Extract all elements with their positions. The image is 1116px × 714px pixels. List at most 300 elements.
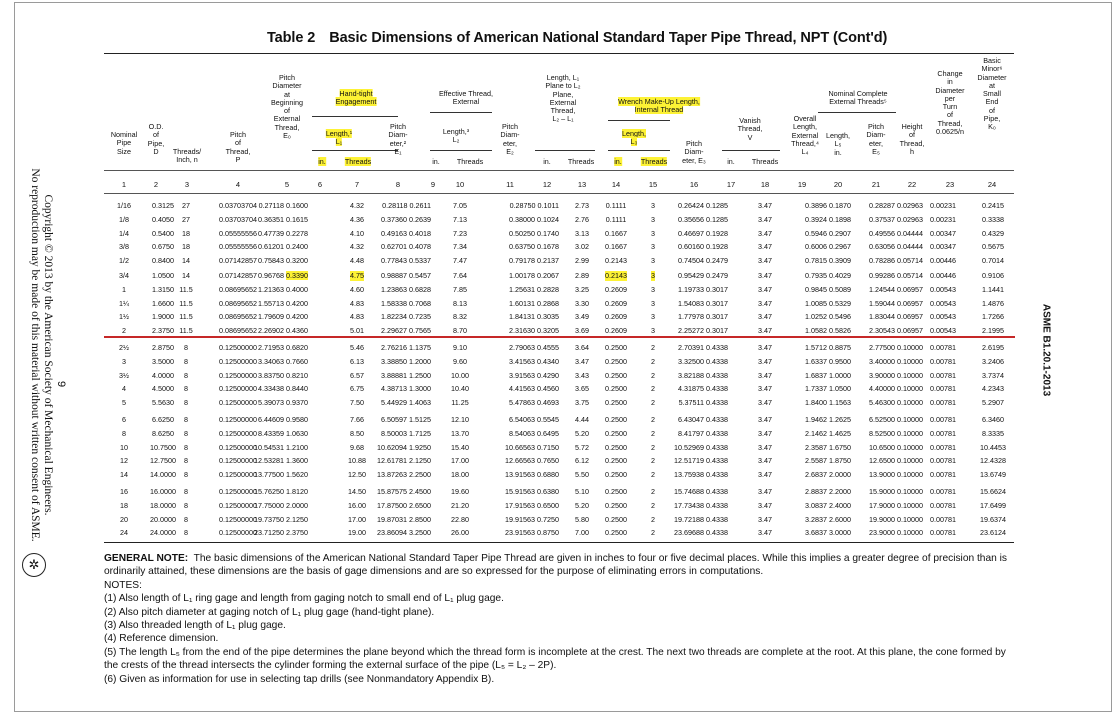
table-cell: 0.8400 (152, 256, 174, 266)
table-cell: 8 (184, 456, 188, 466)
table-cell: 0.79178 (509, 256, 536, 266)
table-cell: 3 (651, 298, 655, 308)
table-cell: 5.10 (575, 487, 589, 496)
handtight-length-rule (312, 150, 398, 151)
table-cell-pair (381, 343, 431, 353)
table-cell-pair (377, 456, 431, 466)
header-handtight-length (326, 130, 352, 147)
table-cell: 0.12500000 (219, 428, 257, 438)
table-cell: 8 (184, 470, 188, 480)
table-cell: 0.9500 (829, 356, 851, 366)
table-cell: 2.2500 (409, 470, 431, 480)
table-cell: 3.88881 (381, 370, 408, 380)
table-cell: 0.00781 (930, 343, 956, 352)
table-cell-pair (674, 501, 728, 511)
table-cell: 1.5620 (286, 470, 308, 480)
table-cell: 0.4338 (706, 428, 728, 438)
table-cell-pair (381, 415, 431, 425)
table-cell: 6.13 (350, 356, 364, 366)
table-cell: 1.77978 (678, 312, 705, 322)
table-cell: 7.66 (350, 415, 364, 424)
table-cell: 2.1462 (805, 428, 828, 438)
table-cell-pair (805, 429, 851, 439)
table-cell: 3 (651, 201, 655, 210)
table-cell: 1.2500 (409, 370, 431, 380)
nominal-size-cell: 12 (120, 456, 128, 466)
table-cell: 3.43 (575, 370, 589, 380)
table-cell: 0.5400 (152, 228, 174, 238)
table-cell-pair (258, 285, 308, 295)
wrench-threads-label: Threads (640, 157, 668, 166)
table-cell: 0.5946 (805, 228, 828, 238)
wrench-in-label: in. (614, 157, 622, 166)
table-cell: 11.5 (179, 298, 193, 308)
table-cell-pair (258, 415, 308, 425)
column-number: 4 (235, 180, 241, 189)
table-cell: 3.47 (758, 415, 772, 424)
table-cell: 0.7815 (805, 256, 828, 266)
nominal-size-cell: 1/2 (119, 256, 129, 266)
table-cell-pair (505, 470, 559, 480)
table-cell: 10.66563 (505, 442, 536, 452)
table-cell: 2 (651, 456, 655, 466)
header-e3: Pitch Diam- eter, E₃ (682, 139, 706, 165)
table-row (0, 201, 1116, 211)
table-cell: 16.0000 (150, 487, 176, 496)
table-cell: 11.25 (451, 398, 469, 408)
table-cell: 1.8400 (805, 398, 828, 408)
nominal-size-cell: 18 (120, 500, 128, 510)
table-cell-pair (259, 201, 308, 211)
table-cell: 2.1250 (286, 514, 308, 524)
ext-group-rule (818, 112, 896, 113)
table-cell: 0.00781 (930, 398, 956, 408)
table-cell: 2 (651, 442, 655, 452)
table-cell: 2.76216 (381, 343, 408, 352)
table-cell: 0.12500000 (219, 415, 257, 424)
table-cell-pair (805, 515, 851, 525)
table-cell: 0.00231 (930, 214, 956, 224)
table-cell: 26.00 (451, 528, 469, 538)
table-cell: 0.2500 (605, 356, 627, 366)
table-cell-pair (678, 201, 728, 211)
table-cell: 1.82234 (381, 312, 408, 322)
table-cell-pair (805, 384, 851, 394)
table-cell-pair (678, 299, 728, 309)
table-cell: 0.2500 (605, 343, 627, 352)
table-cell-pair (805, 343, 851, 353)
table-cell: 3.47 (575, 356, 589, 366)
table-cell: 4.48 (350, 256, 364, 266)
table-cell: 15.76250 (254, 487, 285, 496)
table-cell: 3.47 (758, 214, 772, 224)
table-cell-pair (509, 299, 559, 309)
table-cell: 3.2406 (982, 356, 1004, 366)
table-cell-pair (381, 242, 431, 252)
l1-to-l2-rule (535, 150, 595, 151)
table-cell: 0.08695652 (219, 298, 257, 308)
table-cell: 0.00231 (930, 201, 956, 210)
nominal-size-cell: 4 (122, 384, 126, 394)
column-number: 19 (797, 180, 807, 189)
table-cell-pair (381, 215, 431, 225)
handtight-group-label: Hand-tight Engagement (335, 89, 377, 107)
header-effective-group: Effective Thread, External (438, 89, 494, 107)
table-cell-pair (381, 326, 431, 336)
table-cell: 3.64 (575, 343, 589, 352)
table-cell: 3.0837 (805, 500, 828, 510)
table-cell: 0.7068 (409, 298, 431, 308)
table-cell: 19.73750 (254, 514, 285, 524)
table-cell: 3.47 (758, 456, 772, 466)
table-cell: 1.3600 (286, 456, 308, 466)
table-cell: 6.52500 (869, 415, 895, 424)
table-cell: 0.2609 (605, 284, 627, 294)
table-cell: 0.02963 (897, 214, 923, 224)
table-cell: 0.5545 (537, 415, 559, 424)
table-cell: 15.6624 (980, 487, 1006, 496)
column-number: 20 (833, 180, 843, 189)
table-cell: 6.75 (350, 384, 364, 394)
table-cell: 23.71250 (254, 528, 285, 538)
table-cell: 0.00781 (930, 384, 956, 394)
table-cell: 0.00543 (930, 284, 956, 294)
table-cell-pair (805, 271, 851, 281)
table-cell: 23.9000 (869, 528, 895, 538)
table-cell: 3.32500 (678, 356, 705, 366)
table-cell: 0.10000 (897, 456, 923, 466)
table-cell: 0.8210 (286, 370, 308, 380)
table-cell-pair (254, 487, 308, 497)
table-cell: 0.1615 (286, 214, 308, 224)
table-cell-pair (805, 201, 851, 211)
table-cell: 0.04444 (897, 228, 923, 238)
table-cell: 1.3000 (409, 384, 431, 394)
table-cell: 12.6500 (869, 456, 895, 466)
table-cell: 1.0630 (286, 428, 308, 438)
table-top-rule (104, 53, 1014, 54)
table-cell-pair (805, 501, 851, 511)
table-cell-pair (678, 326, 728, 336)
table-cell: 0.2479 (706, 256, 728, 266)
table-cell-pair (254, 515, 308, 525)
table-cell: 7.05 (453, 201, 467, 210)
table-cell: 8.32 (453, 312, 467, 322)
table-cell: 0.08695652 (219, 312, 257, 322)
table-cell: 0.06957 (897, 298, 923, 308)
table-cell: 0.10000 (897, 370, 923, 380)
table-cell: 0.10000 (897, 487, 923, 496)
table-cell: 2.70391 (678, 343, 705, 352)
table-cell: 0.99286 (869, 271, 895, 280)
nominal-size-cell: 3 (122, 356, 126, 366)
table-cell: 1.54083 (678, 298, 705, 308)
table-cell: 5.37511 (678, 398, 705, 408)
table-cell-pair (805, 256, 851, 266)
table-cell: 3.47 (758, 312, 772, 322)
table-cell: 0.35656 (678, 214, 705, 224)
table-cell-pair (674, 487, 728, 497)
table-cell-pair (381, 357, 431, 367)
table-cell: 0.3896 (805, 201, 828, 210)
table-cell: 4.38713 (381, 384, 408, 394)
table-cell: 8.52500 (869, 428, 895, 438)
table-cell: 4.44 (575, 415, 589, 424)
table-cell: 23.91563 (505, 528, 536, 538)
table-cell: 0.4338 (706, 415, 728, 424)
table-cell: 0.4000 (286, 284, 308, 294)
table-cell: 1.4876 (982, 298, 1004, 308)
table-cell: 0.4338 (706, 442, 728, 452)
table-cell: 4.75 (350, 271, 364, 280)
table-cell: 13.6749 (980, 470, 1006, 480)
table-cell-pair (805, 229, 851, 239)
table-cell: 0.6828 (409, 284, 431, 294)
general-note-label: GENERAL NOTE: (104, 553, 189, 564)
table-cell-pair (258, 398, 308, 408)
table-cell: 0.08695652 (219, 326, 257, 336)
table-cell: 0.10000 (897, 343, 923, 352)
table-cell: 1.7125 (409, 428, 431, 438)
table-cell: 3.47 (758, 370, 772, 380)
nominal-size-cell: 3½ (119, 370, 129, 380)
table-cell: 0.4338 (706, 456, 728, 466)
table-cell: 3.47 (758, 384, 772, 394)
table-cell: 3.47 (758, 284, 772, 294)
table-cell: 0.10000 (897, 514, 923, 524)
table-cell: 1.5125 (409, 415, 431, 424)
table-cell: 1.0500 (152, 271, 174, 280)
header-wrench-in (614, 158, 622, 166)
column-number: 9 (430, 180, 436, 189)
table-cell-pair (674, 515, 728, 525)
table-cell: 3.90000 (869, 370, 895, 380)
table-cell-pair (381, 271, 431, 281)
table-cell: 0.96768 (258, 271, 285, 280)
table-cell: 10.62094 (377, 442, 408, 452)
table-cell: 2.4000 (829, 500, 851, 510)
asme-seal-icon: ✲ (22, 553, 46, 577)
table-cell: 2.5587 (805, 456, 828, 466)
table-cell: 4.83 (350, 298, 364, 308)
table-cell: 0.00781 (930, 528, 956, 538)
standard-label: ASME B1.20.1-2013 (1040, 303, 1052, 397)
table-cell: 6.57 (350, 370, 364, 380)
table-cell: 0.1024 (537, 214, 559, 224)
table-cell-pair (381, 285, 431, 295)
table-cell: 1.6600 (152, 298, 174, 308)
table-cell: 12.53281 (254, 456, 285, 466)
table-cell: 0.77843 (381, 256, 408, 266)
table-cell: 2.1250 (409, 456, 431, 466)
header-wrench-length (622, 130, 646, 147)
header-vanish-threads: Threads (751, 157, 779, 166)
table-cell: 6.50597 (381, 415, 408, 424)
table-cell: 3.6837 (805, 528, 828, 538)
table-cell: 2.29627 (381, 326, 408, 336)
table-cell: 3.0000 (829, 528, 851, 538)
table-cell: 1.9250 (409, 442, 431, 452)
table-cell: 23.86094 (377, 528, 408, 538)
table-cell: 2.3750 (152, 326, 174, 336)
table-cell: 2.3587 (805, 442, 828, 452)
nominal-size-cell: 2 (122, 326, 126, 336)
table-cell: 0.00781 (930, 370, 956, 380)
table-cell: 4.2343 (982, 384, 1004, 394)
table-cell: 2 (651, 487, 655, 496)
table-cell: 2 (651, 384, 655, 394)
table-cell: 3.25 (575, 284, 589, 294)
header-l1-to-l2-in: in. (543, 157, 551, 166)
table-cell: 8 (184, 356, 188, 366)
table-cell: 0.3909 (829, 256, 851, 266)
column-number-rule (104, 193, 1014, 194)
table-cell: 1.84131 (509, 312, 536, 322)
table-cell: 1.21363 (258, 284, 285, 294)
table-row (0, 487, 1116, 497)
table-cell: 0.4338 (706, 470, 728, 480)
table-row (0, 443, 1116, 453)
table-cell: 0.4340 (537, 356, 559, 366)
table-cell-pair (805, 299, 851, 309)
table-cell: 2.8837 (805, 487, 828, 496)
table-cell: 0.1285 (706, 214, 728, 224)
table-cell-pair (805, 470, 851, 480)
table-row (0, 271, 1116, 281)
table-cell: 0.3035 (537, 312, 559, 322)
table-cell: 3.82188 (678, 370, 705, 380)
table-cell: 18.00 (451, 470, 469, 480)
table-cell-pair (509, 215, 559, 225)
table-cell: 17.6499 (980, 500, 1006, 510)
table-cell: 0.9106 (982, 271, 1004, 280)
table-cell: 10.7500 (150, 442, 176, 452)
table-cell: 0.62701 (381, 242, 408, 252)
table-cell-pair (258, 371, 308, 381)
table-cell: 2.79063 (509, 343, 536, 352)
table-cell-pair (805, 398, 851, 408)
table-cell: 17.9000 (869, 500, 895, 510)
table-cell: 0.10000 (897, 428, 923, 438)
table-cell-pair (254, 501, 308, 511)
table-cell: 0.95429 (678, 271, 705, 280)
table-cell: 10.40 (451, 384, 469, 394)
table-cell: 8.50003 (381, 428, 408, 438)
table-cell: 8 (184, 442, 188, 452)
table-cell: 24.0000 (150, 528, 176, 538)
table-cell-pair (377, 470, 431, 480)
table-cell: 0.3205 (537, 326, 559, 336)
table-cell-pair (510, 201, 559, 211)
notes-label: NOTES: (104, 579, 142, 591)
table-cell: 3 (651, 214, 655, 224)
table-cell: 5.39073 (258, 398, 285, 408)
table-cell: 0.08695652 (219, 284, 257, 294)
column-number: 3 (184, 180, 190, 189)
note-3: (3) Also threaded length of L₁ plug gage. (104, 620, 286, 632)
table-cell: 2.89 (575, 271, 589, 280)
table-cell: 6.3460 (982, 415, 1004, 424)
table-cell: 0.5826 (829, 326, 851, 336)
table-cell: 0.49556 (869, 228, 895, 238)
table-cell: 6.44609 (258, 415, 285, 424)
table-cell: 4.32 (350, 201, 364, 210)
table-cell: 13.77500 (254, 470, 285, 480)
table-cell: 2.26902 (258, 326, 285, 336)
table-row (0, 528, 1116, 538)
table-cell: 2.77500 (869, 343, 895, 352)
table-cell-pair (258, 215, 308, 225)
general-note-text: The basic dimensions of the American National Standard Taper Pipe Thread are given in inches to four or five decimal places. While this implies a greater degree of precision than is ordinarily attained, these dimensions are the basis of gage dimensions and are so expressed for the purpose of eliminating errors in computations. (104, 553, 1007, 578)
table-cell: 27 (182, 201, 190, 210)
table-cell: 2.31630 (509, 326, 536, 336)
table-cell: 0.1928 (706, 242, 728, 252)
table-cell-pair (505, 528, 559, 538)
table-cell-pair (258, 326, 308, 336)
header-vanish: Vanish Thread, V (737, 116, 763, 142)
table-cell: 0.6820 (286, 343, 308, 352)
table-row (0, 515, 1116, 525)
table-cell-pair (377, 515, 431, 525)
table-cell: 0.9370 (286, 398, 308, 408)
table-cell: 4.31875 (678, 384, 705, 394)
table-cell: 4.33438 (258, 384, 285, 394)
table-cell: 20.0000 (150, 514, 176, 524)
table-cell: 0.12500000 (219, 384, 257, 394)
table-cell: 0.10000 (897, 470, 923, 480)
table-cell: 3.47 (758, 343, 772, 352)
table-cell: 6.43047 (678, 415, 705, 424)
table-cell: 23.6124 (980, 528, 1006, 538)
column-number: 11 (506, 180, 514, 189)
table-row (0, 256, 1116, 266)
table-cell: 0.07142857 (219, 271, 257, 280)
table-cell: 0.2500 (605, 514, 627, 524)
table-cell: 3.47 (758, 271, 772, 280)
table-row (0, 501, 1116, 511)
table-cell: 8.70 (453, 326, 467, 336)
table-cell: 0.2500 (605, 370, 627, 380)
table-cell: 1.2000 (409, 356, 431, 366)
table-cell: 17.00 (348, 514, 366, 524)
nominal-size-cell: 1/8 (119, 214, 129, 224)
header-threads-per-inch: Threads/ Inch, n (172, 147, 202, 165)
table-cell: 0.7235 (409, 312, 431, 322)
table-cell: 0.1111 (605, 214, 627, 224)
wrench-group-label: Wrench Make-Up Length, Internal Thread (618, 97, 700, 115)
table-cell: 10.6500 (869, 442, 895, 452)
table-cell: 1.83044 (869, 312, 895, 322)
table-cell: 0.4338 (706, 398, 728, 408)
handtight-length-label: Length,¹ L₁ (325, 129, 353, 147)
table-cell: 0.2609 (605, 326, 627, 336)
table-cell-pair (509, 415, 559, 425)
table-cell: 2.8750 (152, 343, 174, 352)
header-e1: Pitch Diam- eter,² E₁ (388, 122, 408, 156)
table-cell: 0.4290 (537, 370, 559, 380)
table-cell: 0.1678 (537, 242, 559, 252)
table-cell-pair (805, 357, 851, 367)
table-row (0, 242, 1116, 252)
table-bottom-rule (104, 542, 1014, 543)
table-cell: 0.7150 (537, 442, 559, 452)
table-cell: 1.25631 (509, 284, 536, 294)
table-cell: 3.47 (758, 428, 772, 438)
table-cell-pair (509, 229, 559, 239)
table-cell: 2 (651, 528, 655, 538)
nominal-size-cell: 1½ (119, 312, 129, 322)
table-cell: 3.49 (575, 312, 589, 322)
